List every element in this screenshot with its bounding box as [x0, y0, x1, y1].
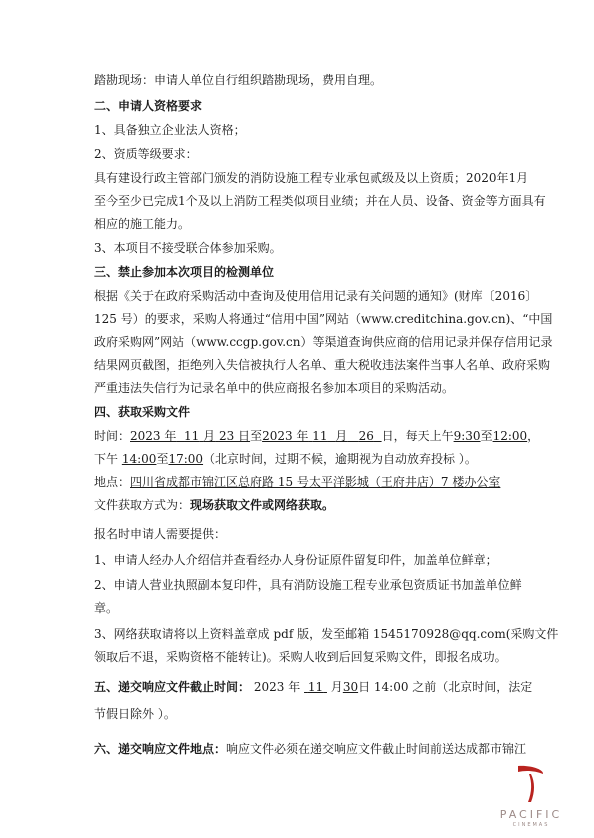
heading-prohibited: 三、禁止参加本次项目的检测单位 [94, 265, 275, 279]
deadline-holiday-note: 节假日除外 ）。 [94, 707, 176, 721]
heading-qualification: 二、申请人资格要求 [94, 99, 203, 113]
am-to: 至 [480, 429, 493, 443]
qual-item-3: 3、本项目不接受联合体参加采购。 [94, 241, 282, 255]
am-comma: ， [527, 429, 540, 443]
to-word: 至 [250, 429, 263, 443]
start-month-unit: 月 [203, 429, 216, 443]
daily-morning: ，每天上午 [393, 429, 454, 443]
pm-end: 17:00 [168, 452, 204, 466]
heading-submit-place: 六、递交响应文件地点： [94, 742, 227, 756]
logo-wordmark: PACIFIC [499, 808, 563, 821]
time-line-2 [94, 451, 477, 467]
credit-line-3: 政府采购网”网站（www.ccgp.gov.cn）等渠道查询供应商的信用记录并保存信用记录 [94, 335, 553, 349]
am-start: 9:30 [453, 429, 481, 443]
deadline-year: 2023 年 [253, 680, 301, 694]
address-value: 四川省成都市锦江区总府路 15 号太平洋影城（王府井店）7 楼办公室 [130, 475, 501, 489]
qual-text-line-2: 至今至少已完成1个及以上消防工程类似项目业绩；并在人员、设备、资金等方面具有 [94, 194, 546, 208]
start-year: 2023 年 [130, 429, 177, 443]
register-provide: 报名时申请人需要提供： [94, 527, 227, 541]
end-month-unit: 月 [335, 429, 348, 443]
address-line [94, 474, 500, 490]
submit-place-line [94, 741, 526, 757]
time-prefix: 时间： [94, 429, 131, 443]
qual-item-1: 1、具备独立企业法人资格； [94, 123, 246, 137]
pm-start: 14:00 [121, 452, 157, 466]
qual-text-line-3: 相应的施工能力。 [94, 217, 191, 231]
register-item-2-line-1: 2、申请人营业执照副本复印件，具有消防设施工程专业承包资质证书加盖单位鲜 [94, 578, 522, 592]
register-item-3-line-1: 3、网络获取请将以上资料盖章成 pdf 版，发至邮箱 1545170928@qq.com(采购文件 [94, 627, 559, 641]
credit-line-4: 结果网页截图，拒绝列入失信被执行人名单、重大税收违法案件当事人名单、政府采购 [94, 358, 551, 372]
deadline-month-unit: 月 [330, 680, 343, 694]
deadline-day: 30 [342, 680, 359, 694]
pm-to: 至 [156, 452, 169, 466]
time-line-1 [94, 428, 539, 444]
end-month: 11 [312, 429, 328, 443]
deadline-line [94, 679, 532, 695]
address-prefix: 地点： [94, 475, 131, 489]
obtain-method-value: 现场获取文件或网络获取。 [190, 498, 335, 512]
register-item-2-line-2: 章。 [94, 601, 119, 615]
end-day: 26 [358, 429, 374, 443]
start-day: 23 日 [218, 429, 251, 443]
logo-subtitle: CINEMAS [512, 822, 550, 828]
site-visit-line: 踏勘现场：申请人单位自行组织踏勘现场，费用自理。 [94, 73, 383, 87]
qual-item-2: 2、资质等级要求： [94, 147, 198, 161]
credit-line-1: 根据《关于在政府采购活动中查询及使用信用记录有关问题的通知》(财库〔2016〕 [94, 289, 538, 303]
qual-text-line-1: 具有建设行政主管部门颁发的消防设施工程专业承包贰级及以上资质；2020年1月 [94, 171, 529, 185]
pm-prefix: 下午 [94, 452, 119, 466]
end-year: 2023 年 [262, 429, 309, 443]
pm-note: （北京时间，过期不候，逾期视为自动放弃投标 ）。 [203, 452, 477, 466]
am-end: 12:00 [492, 429, 528, 443]
credit-line-2: 125 号）的要求，采购人将通过“信用中国”网站（www.creditchina.gov.cn)、“中国 [94, 312, 553, 326]
register-item-1: 1、申请人经办人介绍信并查看经办人身份证原件留复印件，加盖单位鲜章； [94, 553, 498, 567]
deadline-rest: 日 14:00 之前（北京时间，法定 [358, 680, 533, 694]
obtain-method-prefix: 文件获取方式为： [94, 498, 191, 512]
heading-deadline: 五、递交响应文件截止时间： [94, 680, 251, 694]
obtain-method-line [94, 497, 334, 513]
start-month: 11 [184, 429, 200, 443]
heading-obtain-docs: 四、获取采购文件 [94, 405, 191, 419]
pacific-cinemas-logo [486, 762, 576, 832]
submit-place-text: 响应文件必须在递交响应文件截止时间前送达成都市锦江 [226, 742, 527, 756]
register-item-3-line-2: 领取后不退，采购资格不能转让)。采购人收到后回复采购文件，即报名成功。 [94, 650, 507, 664]
end-day-unit: 日 [381, 429, 394, 443]
credit-line-5: 严重违法失信行为记录名单中的供应商报名参加本项目的采购活动。 [94, 381, 455, 395]
deadline-month: 11 [307, 680, 324, 694]
pacific-cinemas-logo-icon [516, 762, 546, 804]
